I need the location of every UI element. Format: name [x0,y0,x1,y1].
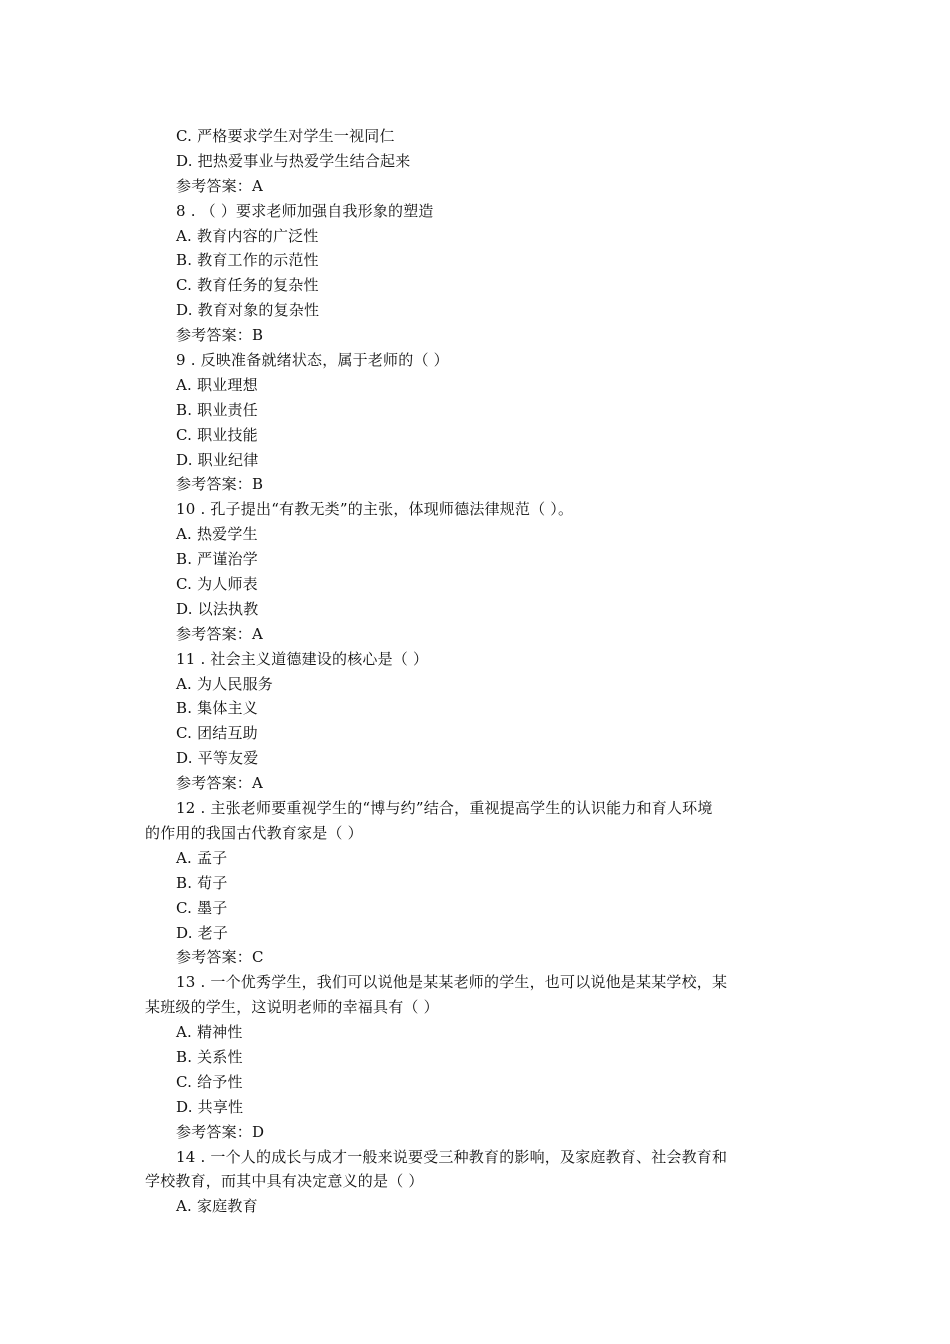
document-page [145,124,810,1219]
question-stem-continuation: 的作用的我国古代教育家是（ ） [145,823,363,842]
answer-option: D. 平等友爱 [176,749,259,768]
answer-option: A. 孟子 [176,848,228,867]
answer-option: B. 荀子 [176,873,228,892]
reference-answer: 参考答案：B [176,326,264,345]
answer-option: C. 墨子 [176,898,228,917]
question-stem: 12 . 主张老师要重视学生的“博与约”结合，重视提高学生的认识能力和育人环境 [176,799,713,818]
answer-option: B. 关系性 [176,1047,243,1066]
answer-option: C. 职业技能 [176,425,258,444]
question-stem: 8 . （ ）要求老师加强自我形象的塑造 [176,201,434,220]
answer-option: A. 精神性 [176,1023,243,1042]
answer-option: A. 家庭教育 [176,1197,258,1216]
question-stem: 14 . 一个人的成长与成才一般来说要受三种教育的影响，及家庭教育、社会教育和 [176,1147,728,1166]
reference-answer: 参考答案：B [176,475,264,494]
answer-option: A. 职业理想 [176,375,258,394]
answer-option: C. 严格要求学生对学生一视同仁 [176,127,395,145]
answer-option: A. 教育内容的广泛性 [176,226,319,245]
question-stem: 10 . 孔子提出“有教无类”的主张，体现师德法律规范（ ）。 [176,500,574,519]
answer-option: C. 团结互助 [176,724,258,743]
answer-option: D. 老子 [176,923,229,942]
reference-answer: 参考答案：A [176,774,264,793]
answer-option: B. 教育工作的示范性 [176,251,319,270]
answer-option: C. 为人师表 [176,575,258,594]
answer-option: A. 热爱学生 [176,525,258,544]
question-stem-continuation: 学校教育，而其中具有决定意义的是（ ） [145,1172,424,1191]
answer-option: D. 教育对象的复杂性 [176,301,320,320]
answer-option: D. 职业纪律 [176,450,259,469]
question-stem: 13 . 一个优秀学生，我们可以说他是某某老师的学生，也可以说他是某某学校，某 [176,973,728,992]
answer-option: D. 把热爱事业与热爱学生结合起来 [176,151,411,170]
answer-option: A. 为人民服务 [176,674,273,693]
reference-answer: 参考答案：A [176,624,264,643]
question-stem: 11 . 社会主义道德建设的核心是（ ） [176,649,429,668]
answer-option: C. 给予性 [176,1072,243,1091]
answer-option: D. 共享性 [176,1097,244,1116]
answer-option: C. 教育任务的复杂性 [176,276,319,295]
answer-option: B. 集体主义 [176,699,258,718]
answer-option: B. 严谨治学 [176,550,258,569]
answer-option: D. 以法执教 [176,599,259,618]
question-stem: 9 . 反映准备就绪状态，属于老师的（ ） [176,351,449,370]
reference-answer: 参考答案：C [176,948,264,967]
reference-answer: 参考答案：D [176,1122,265,1141]
answer-option: B. 职业责任 [176,400,258,419]
reference-answer: 参考答案：A [176,176,264,195]
question-stem-continuation: 某班级的学生，这说明老师的幸福具有（ ） [145,998,439,1017]
